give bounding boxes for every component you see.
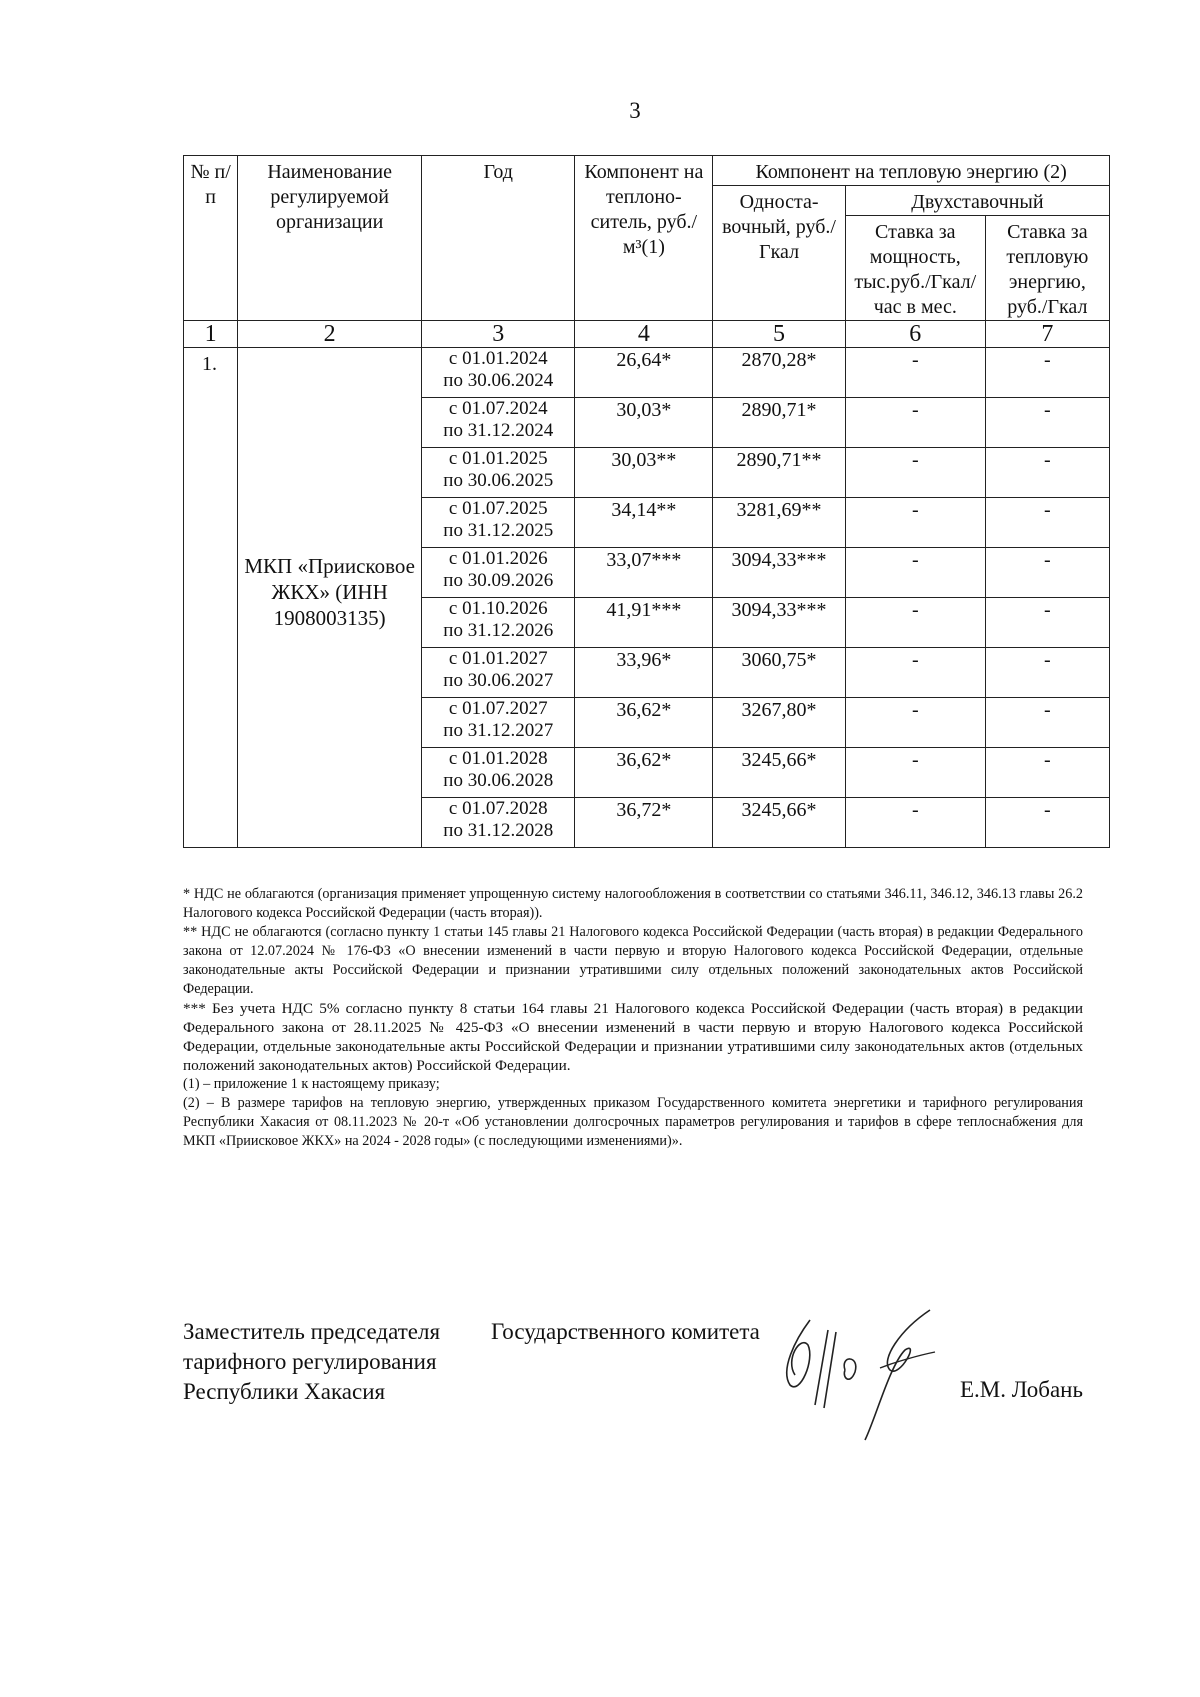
single-rate-value: 2890,71* — [713, 398, 846, 448]
period-cell — [422, 398, 575, 448]
col-num: 6 — [845, 321, 985, 348]
carrier-value: 36,62* — [575, 748, 713, 798]
single-rate-value: 3267,80* — [713, 698, 846, 748]
power-rate-value: - — [845, 748, 985, 798]
carrier-value: 41,91*** — [575, 598, 713, 648]
heat-rate-value: - — [985, 598, 1109, 648]
power-rate-value: - — [845, 398, 985, 448]
heat-rate-value: - — [985, 348, 1109, 398]
carrier-value: 30,03** — [575, 448, 713, 498]
single-rate-value: 3094,33*** — [713, 548, 846, 598]
row-index: 1. — [184, 348, 238, 848]
period-cell — [422, 548, 575, 598]
carrier-value: 33,96* — [575, 648, 713, 698]
footnote: * НДС не облагаются (организация применяет упрощенную систему налогообложения в соответствии со статьями 346.11, 346.12, 346.13 главы 26.2 Налогового кодекса Российской Федерации (часть вторая)). — [183, 886, 1083, 921]
period-from: с 01.01.2025 — [448, 448, 548, 469]
period-cell — [422, 698, 575, 748]
signer-title-committee: Государственного комитета — [491, 1319, 760, 1344]
header-org: Наименование регулируемой организации — [238, 156, 422, 321]
power-rate-value: - — [845, 548, 985, 598]
period-cell — [422, 648, 575, 698]
footnote: ** НДС не облагаются (согласно пункту 1 статьи 145 главы 21 Налогового кодекса Российской Федерации (часть вторая) в редакции Федерального закона от 12.07.2024 № 176-ФЗ «О внесении изменений в части первую и вторую Налогового кодекса Российской Федерации, отдельные законодательные акты Российской Федерации и признании утратившими силу отдельных положений законодательных актов Российской Федерации. — [183, 924, 1083, 997]
period-to: по 31.12.2026 — [443, 620, 554, 641]
power-rate-value: - — [845, 498, 985, 548]
single-rate-value: 3094,33*** — [713, 598, 846, 648]
header-two: Двухставочный — [845, 186, 1109, 216]
col-num: 2 — [238, 321, 422, 348]
carrier-value: 30,03* — [575, 398, 713, 448]
col-num: 7 — [985, 321, 1109, 348]
signer-name: Е.М. Лобань — [960, 1377, 1083, 1402]
power-rate-value: - — [845, 448, 985, 498]
period-cell — [422, 448, 575, 498]
header-power: Ставка за мощность, тыс.руб./Гкал/час в мес. — [845, 216, 985, 321]
period-to: по 31.12.2027 — [443, 720, 554, 741]
table-row — [184, 348, 1110, 398]
period-to: по 30.06.2025 — [443, 470, 554, 491]
handwritten-signature — [770, 1300, 970, 1450]
carrier-value: 34,14** — [575, 498, 713, 548]
signer-title-line2: тарифного регулирования — [183, 1349, 437, 1374]
power-rate-value: - — [845, 598, 985, 648]
single-rate-value: 3281,69** — [713, 498, 846, 548]
header-heat: Ставка за тепловую энергию, руб./Гкал — [985, 216, 1109, 321]
single-rate-value: 3245,66* — [713, 748, 846, 798]
footnote: (1) – приложение 1 к настоящему приказу; — [183, 1076, 440, 1092]
heat-rate-value: - — [985, 498, 1109, 548]
column-numbers-row — [184, 321, 1110, 348]
period-from: с 01.01.2028 — [448, 748, 548, 769]
period-from: с 01.01.2026 — [448, 548, 548, 569]
signer-title-line3: Республики Хакасия — [183, 1379, 386, 1404]
period-from: с 01.10.2026 — [448, 598, 548, 619]
header-carrier: Компонент на теплоно-ситель, руб./м³(1) — [575, 156, 713, 321]
period-cell — [422, 498, 575, 548]
header-num: № п/п — [184, 156, 238, 321]
header-year: Год — [422, 156, 575, 321]
period-from: с 01.01.2027 — [448, 648, 548, 669]
period-from: с 01.07.2028 — [448, 798, 548, 819]
signer-title-line1: Заместитель председателя — [183, 1319, 441, 1344]
period-cell — [422, 348, 575, 398]
single-rate-value: 3060,75* — [713, 648, 846, 698]
heat-rate-value: - — [985, 398, 1109, 448]
power-rate-value: - — [845, 798, 985, 848]
power-rate-value: - — [845, 348, 985, 398]
period-from: с 01.01.2024 — [448, 348, 548, 369]
signature-block — [183, 1317, 760, 1407]
single-rate-value: 3245,66* — [713, 798, 846, 848]
period-to: по 30.06.2024 — [443, 370, 554, 391]
period-to: по 30.06.2028 — [443, 770, 554, 791]
page-number: 3 — [629, 98, 641, 123]
period-to: по 30.06.2027 — [443, 670, 554, 691]
period-cell — [422, 598, 575, 648]
carrier-value: 26,64* — [575, 348, 713, 398]
heat-rate-value: - — [985, 448, 1109, 498]
period-from: с 01.07.2025 — [448, 498, 548, 519]
single-rate-value: 2870,28* — [713, 348, 846, 398]
tariff-table — [183, 155, 1110, 848]
period-to: по 31.12.2025 — [443, 520, 554, 541]
heat-rate-value: - — [985, 798, 1109, 848]
period-cell — [422, 748, 575, 798]
col-num: 4 — [575, 321, 713, 348]
period-from: с 01.07.2027 — [448, 698, 548, 719]
carrier-value: 33,07*** — [575, 548, 713, 598]
heat-rate-value: - — [985, 748, 1109, 798]
period-cell — [422, 798, 575, 848]
single-rate-value: 2890,71** — [713, 448, 846, 498]
carrier-value: 36,62* — [575, 698, 713, 748]
power-rate-value: - — [845, 698, 985, 748]
footnote: *** Без учета НДС 5% согласно пункту 8 статьи 164 главы 21 Налогового кодекса Российской Федерации (часть вторая) в редакции Федерального закона от 28.11.2025 № 425-ФЗ «О внесении изменений в части первую и вторую Налогового кодекса Российской Федерации, отдельные законодательные акты Российской Федерации и признании утратившими силу законодательных актов (отдельных положений законодательных актов) Российской Федерации. — [183, 1000, 1083, 1074]
header-energy: Компонент на тепловую энергию (2) — [713, 156, 1110, 186]
heat-rate-value: - — [985, 548, 1109, 598]
footnotes — [183, 885, 1083, 1151]
carrier-value: 36,72* — [575, 798, 713, 848]
period-to: по 31.12.2024 — [443, 420, 554, 441]
power-rate-value: - — [845, 648, 985, 698]
period-from: с 01.07.2024 — [448, 398, 548, 419]
header-single: Односта-вочный, руб./Гкал — [713, 186, 846, 321]
col-num: 5 — [713, 321, 846, 348]
footnote: (2) – В размере тарифов на тепловую энергию, утвержденных приказом Государственного комитета энергетики и тарифного регулирования Республики Хакасия от 08.11.2023 № 20-т «Об установлении долгосрочных параметров регулирования и тарифов в сфере теплоснабжения для МКП «Приисковое ЖКХ» на 2024 - 2028 годы» (с последующими изменениями)». — [183, 1095, 1083, 1149]
period-to: по 30.09.2026 — [443, 570, 554, 591]
heat-rate-value: - — [985, 698, 1109, 748]
org-name: МКП «Приисковое ЖКХ» (ИНН 1908003135) — [238, 348, 422, 848]
heat-rate-value: - — [985, 648, 1109, 698]
col-num: 3 — [422, 321, 575, 348]
col-num: 1 — [184, 321, 238, 348]
period-to: по 31.12.2028 — [443, 820, 554, 841]
